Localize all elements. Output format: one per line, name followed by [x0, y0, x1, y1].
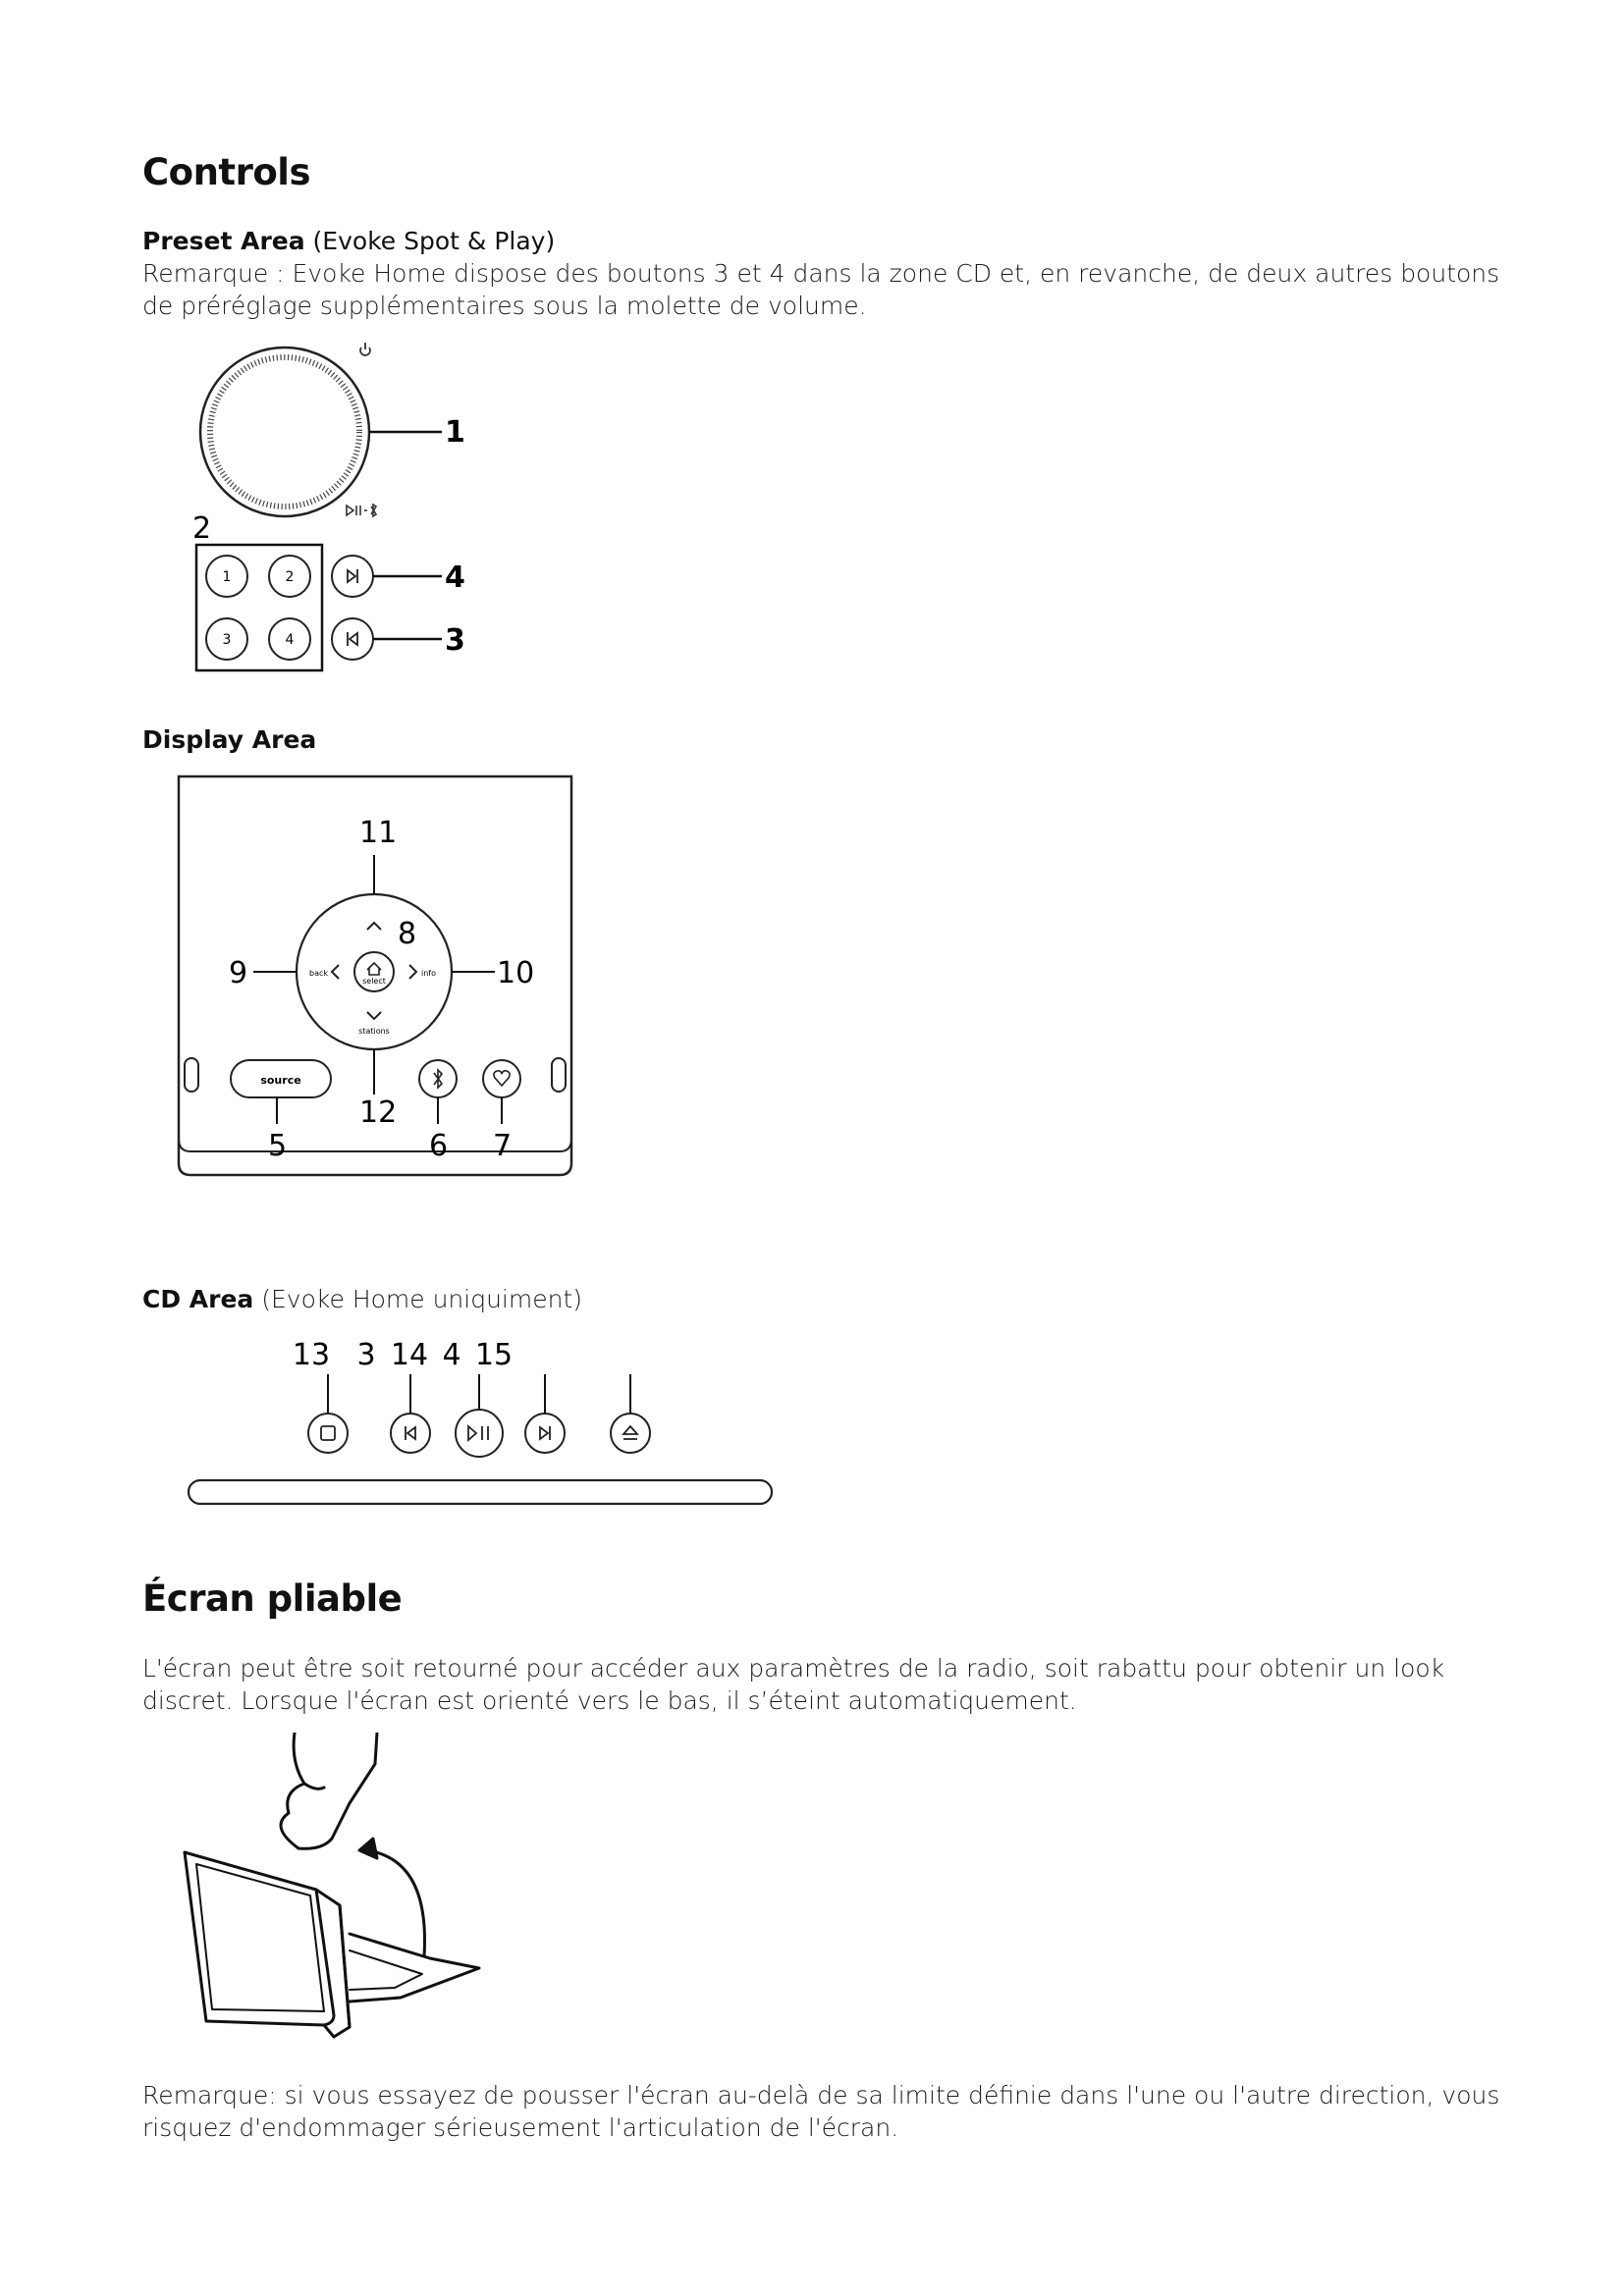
callout-7: 7: [493, 1129, 513, 1163]
folding-screen-illustration: [167, 1733, 520, 2056]
finger: [281, 1733, 377, 1848]
select-label: select: [362, 977, 386, 986]
callout-14: 14: [390, 1338, 429, 1372]
screen-panel: [185, 1852, 334, 2025]
up-chevron-icon[interactable]: [367, 923, 381, 930]
warning-line1: Remarque: si vous essayez de pousser l'écran au-delà de sa limite définie dans l'une ou l'autre direction, vous: [142, 2081, 1500, 2109]
info-label: info: [421, 969, 437, 978]
volume-knob: [200, 347, 369, 516]
power-icon: [360, 343, 370, 355]
play-pause-bluetooth-icon: [347, 505, 376, 516]
cd-area-suffix: (Evoke Home uniquiment): [253, 1285, 583, 1313]
callout-9: 9: [229, 956, 248, 990]
preset-area-suffix: (Evoke Spot & Play): [304, 227, 556, 255]
display-area-diagram: [167, 771, 589, 1212]
callout-8: 8: [398, 917, 417, 951]
preset-button-4[interactable]: [269, 618, 310, 660]
preset-button-3[interactable]: [206, 618, 247, 660]
callout-11: 11: [359, 816, 398, 850]
left-slot: [185, 1058, 198, 1092]
cd-slot: [189, 1480, 772, 1504]
callout-15: 15: [474, 1338, 514, 1372]
callout-13: 13: [292, 1338, 331, 1372]
cd-next-button[interactable]: [525, 1414, 565, 1453]
preset-area-label: Preset Area: [142, 227, 305, 255]
cd-play-pause-button[interactable]: [456, 1410, 503, 1457]
callout-5: 5: [268, 1129, 288, 1163]
right-slot: [552, 1058, 566, 1092]
callout-4-cd: 4: [442, 1338, 461, 1372]
preset-button-1[interactable]: [206, 556, 247, 597]
callout-3-cd: 3: [356, 1338, 376, 1372]
down-chevron-icon[interactable]: [367, 1012, 381, 1019]
cd-area-label: CD Area: [142, 1285, 254, 1313]
cd-area-subtitle: [142, 1283, 582, 1315]
preset-area-subtitle: [142, 225, 555, 257]
back-label: back: [308, 969, 328, 978]
folding-screen-heading: Écran pliable: [142, 1577, 403, 1620]
callout-4: 4: [445, 561, 465, 595]
cd-eject-button[interactable]: [611, 1414, 650, 1453]
preset-button-2[interactable]: [269, 556, 310, 597]
back-chevron-icon[interactable]: [332, 965, 339, 979]
callout-6: 6: [429, 1129, 449, 1163]
home-icon: [367, 963, 381, 975]
bluetooth-icon: [434, 1070, 442, 1088]
stations-label: stations: [358, 1027, 390, 1036]
controls-heading: Controls: [142, 151, 310, 193]
warning-line2: risquez d'endommager sérieusement l'articulation de l'écran.: [142, 2113, 899, 2142]
callout-1: 1: [445, 415, 465, 450]
preset-note-line1: Remarque : Evoke Home dispose des boutons 3 et 4 dans la zone CD et, en revanche, de deux autres boutons: [142, 259, 1500, 288]
previous-track-button[interactable]: [332, 618, 373, 660]
callout-2: 2: [192, 511, 212, 546]
callout-10: 10: [497, 956, 535, 990]
preset-button-2-label: 2: [285, 569, 295, 585]
select-button[interactable]: [354, 952, 394, 991]
preset-button-3-label: 3: [222, 632, 232, 648]
next-track-button[interactable]: [332, 556, 373, 597]
heart-icon: [494, 1071, 510, 1086]
cd-previous-button[interactable]: [391, 1414, 430, 1453]
cd-area-diagram: [177, 1325, 785, 1512]
info-chevron-icon[interactable]: [409, 965, 416, 979]
callout-3: 3: [445, 623, 465, 658]
preset-area-diagram: [177, 334, 501, 677]
folding-screen-para-line1: L'écran peut être soit retourné pour accéder aux paramètres de la radio, soit rabattu pour obtenir un look: [142, 1654, 1445, 1682]
folding-screen-para-line2: discret. Lorsque l'écran est orienté vers le bas, il s’éteint automatiquement.: [142, 1686, 1077, 1715]
volume-knob-grip: [210, 357, 359, 507]
preset-button-4-label: 4: [285, 632, 295, 648]
base-recess: [350, 1934, 479, 2002]
preset-button-1-label: 1: [222, 569, 232, 585]
preset-note-line2: de préréglage supplémentaires sous la molette de volume.: [142, 292, 867, 320]
cd-stop-button[interactable]: [308, 1414, 348, 1453]
source-label: source: [260, 1074, 301, 1087]
callout-12: 12: [359, 1095, 398, 1130]
display-area-label: Display Area: [142, 725, 317, 754]
favourite-button[interactable]: [483, 1060, 520, 1097]
